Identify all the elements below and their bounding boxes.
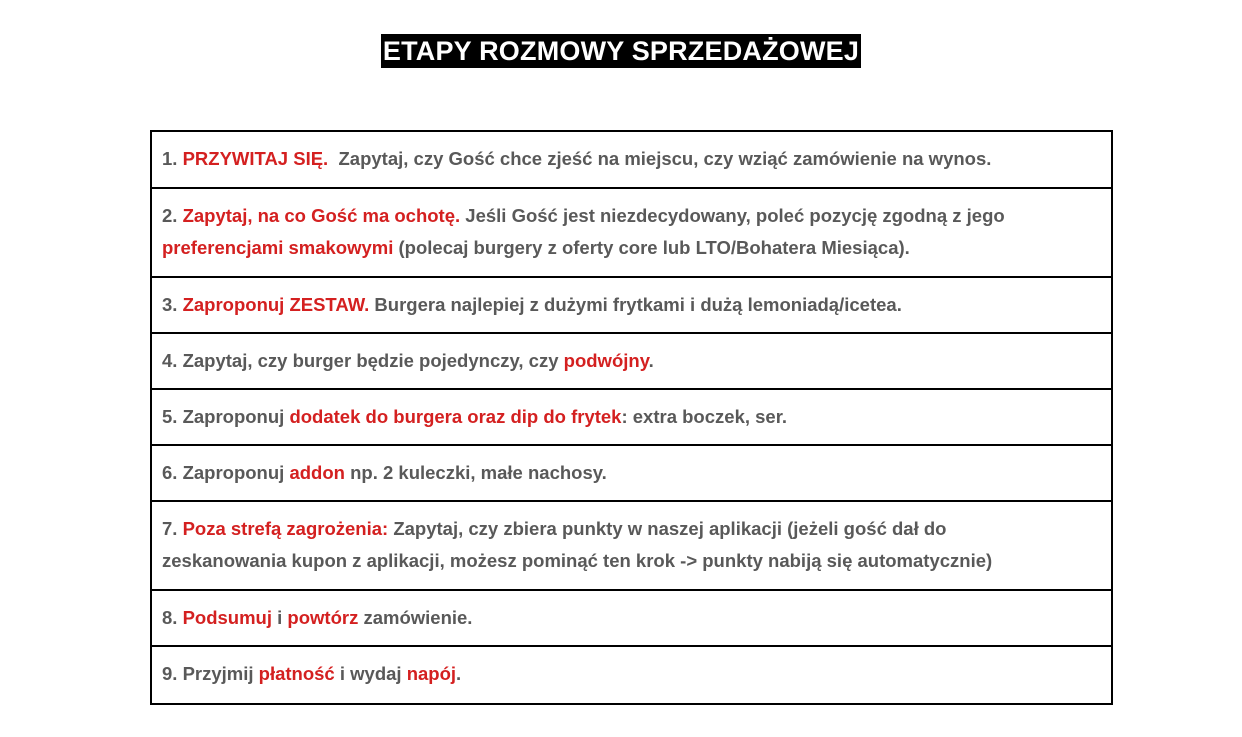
step-text: Jeśli Gość jest niezdecydowany, poleć pozycję zgodną z jego [460,205,1005,226]
step-row-1 [152,132,1111,189]
step-highlight: Podsumuj [182,607,272,628]
step-row-6 [152,446,1111,502]
step-highlight-secondary: preferencjami smakowymi [162,237,394,258]
step-highlight: podwójny [563,350,649,371]
step-row-5 [152,390,1111,446]
step-text-end: : extra boczek, ser. [621,406,788,427]
step-number: 7. [162,518,183,539]
step-highlight: Poza strefą zagrożenia: [182,518,389,539]
step-highlight: dodatek do burgera oraz dip do frytek [289,406,622,427]
step-highlight: addon [289,462,345,483]
step-highlight-secondary: powtórz [287,607,359,628]
steps-table [150,130,1113,705]
step-row-2 [152,189,1111,278]
step-number: 3. [162,294,183,315]
step-row-8 [152,591,1111,647]
step-text: Burgera najlepiej z dużymi frytkami i dużą lemoniadą/icetea. [369,294,902,315]
step-text-end: . [456,663,462,684]
step-text-end: . [648,350,654,371]
step-text: Zapytaj, czy Gość chce zjeść na miejscu, czy wziąć zamówienie na wynos. [328,148,992,169]
step-text-end: np. 2 kuleczki, małe nachosy. [344,462,607,483]
step-text: 4. Zapytaj, czy burger będzie pojedynczy, czy [162,350,564,371]
step-text-secondary: zeskanowania kupon z aplikacji, możesz pominąć ten krok -> punkty nabiją się automatycznie) [162,550,993,571]
step-text: i [272,607,288,628]
step-highlight: płatność [258,663,335,684]
step-text-secondary: (polecaj burgery z oferty core lub LTO/Bohatera Miesiąca). [393,237,910,258]
step-row-3 [152,278,1111,334]
step-text: 6. Zaproponuj [162,462,290,483]
step-row-7 [152,502,1111,591]
step-highlight: Zaproponuj ZESTAW. [182,294,370,315]
step-text-end: zamówienie. [358,607,473,628]
step-row-9 [152,647,1111,703]
step-number: 2. [162,205,183,226]
step-highlight-secondary: napój [406,663,457,684]
title-wrapper [0,34,1242,68]
page-title: ETAPY ROZMOWY SPRZEDAŻOWEJ [382,36,860,66]
step-text-mid: i wydaj [334,663,407,684]
step-highlight: Zapytaj, na co Gość ma ochotę. [182,205,461,226]
step-text: 9. Przyjmij [162,663,259,684]
step-highlight: PRZYWITAJ SIĘ. [182,148,329,169]
step-text: 5. Zaproponuj [162,406,290,427]
step-number: 1. [162,148,183,169]
step-text: Zapytaj, czy zbiera punkty w naszej aplikacji (jeżeli gość dał do [388,518,947,539]
step-number: 8. [162,607,183,628]
step-row-4 [152,334,1111,390]
